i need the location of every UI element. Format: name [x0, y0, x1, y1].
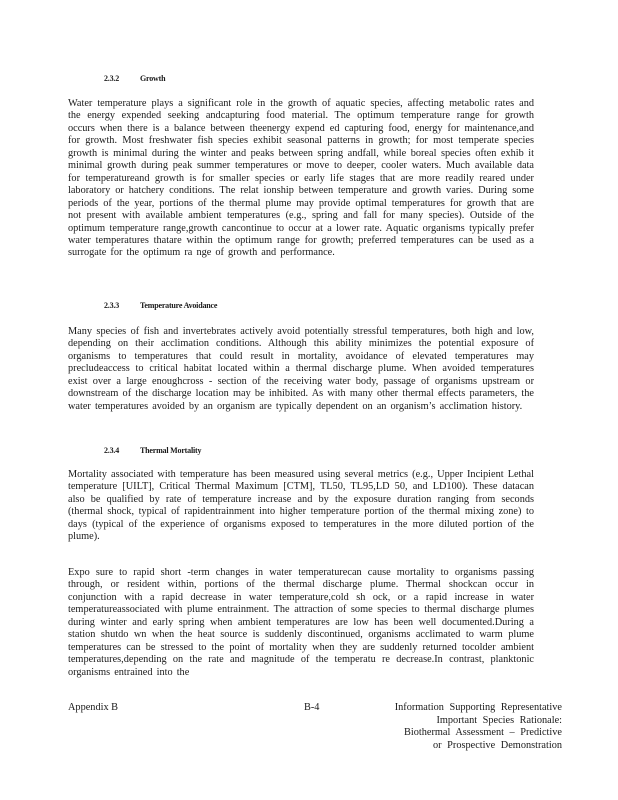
footer-title-line: or Prospective Demonstration — [433, 739, 562, 751]
footer-title-line: Information Supporting Representative — [394, 702, 562, 713]
footer-title-line: Biothermal Assessment – Predictive — [404, 727, 562, 739]
section-heading-temperature-avoidance — [104, 301, 217, 310]
footer-page-number: B-4 — [304, 702, 320, 713]
footer-title-line: Important Species Rationale: — [436, 714, 562, 726]
section-title: Thermal Mortality — [140, 446, 202, 455]
mortality-paragraph-2: Expo sure to rapid short -term changes in water temperaturecan cause mortality to organisms passing through, or resident within, portions of the thermal discharge plume. Thermal shockcan occur in conjunction with a rapid decrease in water temperature,cold sh ock, or a rapid increase in water temperatureassociated with plume entrainment. The attraction of some species to thermal discharge plumes during winter and early spring when ambient temperatures are low has been well documented.During a station shutdo wn when the heat source is suddenly discontinued, organisms acclimated to warm plume temperatures can be stressed to the point of mortality when they are suddenly returned tocolder ambient temperatures,depending on the rate and magnitude of the temperatu re decrease.In contrast, planktonic organisms entrained into the — [68, 567, 534, 678]
section-heading-thermal-mortality — [104, 446, 201, 455]
section-title: Temperature Avoidance — [140, 301, 218, 310]
section-number: 2.3.4 — [104, 446, 120, 455]
section-heading-growth — [104, 74, 165, 83]
footer-appendix-label: Appendix B — [68, 702, 119, 713]
avoidance-paragraph: Many species of fish and invertebrates actively avoid potentially stressful temperatures, both high and low, depending on their acclimation conditions. Although this ability minimizes the potential exposure of organisms to temperatures that could result in mortality, avoidance of elevated temperatures may precludeaccess to critical habitat located within a thermal discharge plume. When avoided temperatures exist over a large enoughcross - section of the receiving water body, passage of organisms upstream or downstream of the discharge location may be inhibited. As with many other thermal effects parameters, the water temperatures avoided by an organism are typically dependent on an organism’s acclimation history. — [68, 326, 534, 412]
section-title: Growth — [140, 74, 166, 83]
section-number: 2.3.3 — [104, 301, 120, 310]
section-number: 2.3.2 — [104, 74, 120, 83]
footer-document-title — [395, 702, 562, 752]
growth-paragraph: Water temperature plays a significant role in the growth of aquatic species, affecting metabolic rates and the energy expended seeking andcapturing food material. The optimum temperature range for growth occurs when there is a balance between theenergy expend ed capturing food, energy for maintenance,and for growth. Most freshwater fish species exhibit seasonal patterns in growth; for most temperate species growth is minimal during the winter and peaks between spring andfall, while boreal species often exhib it minimal growth during peak summer temperatures or move to deeper, cooler waters. Much available data for temperatureand growth is for smaller species or early life stages that are more readily reared under laboratory or hatchery conditions. The relat ionship between temperature and growth varies. During some periods of the year, portions of the thermal plume may provide optimal temperatures for growth that are not present with available ambient temperatures (e.g., spring and fall for many species). Outside of the optimum temperature range,growth cancontinue to occur at a lower rate. Aquatic organisms typically prefer water temperatures thatare within the optimum range for growth; preferred temperatures can be used as a surrogate for the optimum ra nge of growth and performance. — [68, 98, 534, 259]
mortality-paragraph-1: Mortality associated with temperature has been measured using several metrics (e.g., Upper Incipient Lethal temperature [UILT], Critical Thermal Maximum [CTM], TL50, TL95,LD 50, and LD100). These datacan also be qualified by rate of temperature increase and by the exposure duration ranging from seconds (thermal shock, typical of rapidentrainment into higher temperature portion of the thermal mixing zone) to days (typical of the experience of organisms exposed to temperatures in the more diluted portion of the plume). — [68, 469, 534, 543]
